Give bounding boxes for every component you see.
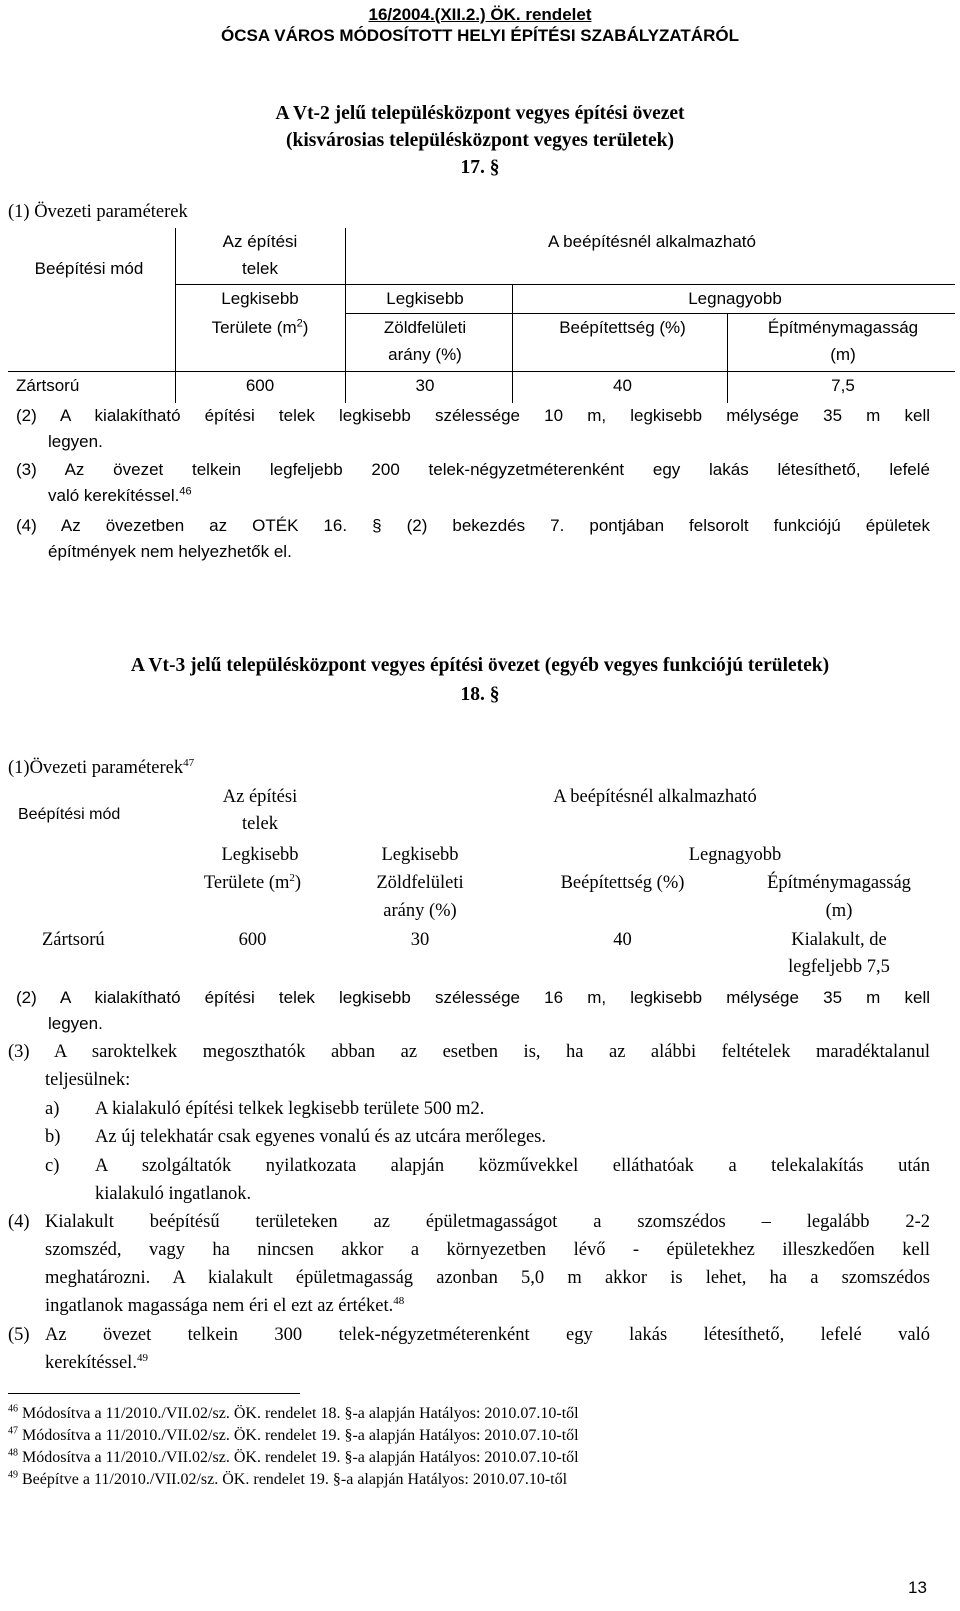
- s17-col-plot-2: telek: [242, 259, 278, 278]
- s18-green-header-1: Zöldfelületi: [376, 873, 464, 893]
- s17-para4-line2: építmények nem helyezhetők el.: [48, 542, 292, 561]
- list-item-continued: kialakuló ingatlanok.: [95, 1184, 252, 1204]
- s18-para4-line2: szomszéd, vagy ha nincsen akkor a környezetben lévő - épületekhez illeszkedően kell: [45, 1240, 930, 1260]
- s18-area-header: Területe $(m^2)$: [203, 871, 302, 893]
- s17-para3-line1: (3) Az övezet telkein legfeljebb 200 telek-négyzetméterenként egy lakás létesíthető, lefelé: [16, 460, 930, 479]
- footnote: $^{49}$ Beépítve a 11/2010./VII.02/sz. ÖK. rendelet 19. §-a alapján Hatályos: 2010.07.10-től: [8, 1469, 568, 1488]
- s17-min-green: Legkisebb: [386, 289, 464, 308]
- s18-row-height-2: legfeljebb 7,5: [788, 957, 890, 977]
- s18-para4-label: (4): [8, 1212, 30, 1232]
- header-regulation-number: 16/2004.(XII.2.) ÖK. rendelet: [368, 5, 592, 24]
- s17-col-applied: A beépítésnél alkalmazható: [548, 232, 756, 251]
- s17-col-plot-1: Az építési: [222, 232, 298, 251]
- list-item: A kialakuló építési telkek legkisebb területe 500 m2.: [95, 1099, 485, 1119]
- s18-para1-label: (1)Övezeti paraméterek$^{47}$: [8, 756, 195, 778]
- s18-col-plot-1: Az építési: [222, 787, 298, 807]
- footnote-ref-47[interactable]: 47: [183, 756, 195, 769]
- section-17-subtitle: (kisvárosias településközpont vegyes területek): [286, 130, 674, 151]
- s17-built-header: Beépítettség (%): [559, 318, 686, 337]
- s18-row-green: 30: [410, 930, 430, 950]
- s17-height-header-1: Építménymagasság: [767, 318, 919, 337]
- s18-para2-line2: legyen.: [48, 1014, 103, 1033]
- footnote: $^{48}$ Módosítva a 11/2010./VII.02/sz. ÖK. rendelet 19. §-a alapján Hatályos: 2010.07.10-től: [8, 1447, 579, 1466]
- footnote: $^{47}$ Módosítva a 11/2010./VII.02/sz. ÖK. rendelet 19. §-a alapján Hatályos: 2010.07.10-től: [8, 1425, 579, 1444]
- s17-min-area: Legkisebb: [221, 289, 299, 308]
- list-item-label: b): [45, 1127, 61, 1147]
- s18-max: Legnagyobb: [688, 845, 782, 865]
- s18-height-header-2: (m): [825, 901, 853, 921]
- s18-para5-label: (5): [8, 1325, 30, 1345]
- list-item: Az új telekhatár csak egyenes vonalú és az utcára merőleges.: [95, 1127, 546, 1147]
- s18-para4-line3: meghatározni. A kialakult épületmagasság azonban 5,0 m akkor is lehet, ha a szomszédos: [45, 1268, 930, 1288]
- s17-para4-line1: (4) Az övezetben az OTÉK 16. § (2) bekezdés 7. pontjában felsorolt funkciójú épületek: [16, 516, 930, 535]
- section-17-number: 17. §: [460, 157, 500, 178]
- list-item-label: c): [45, 1156, 60, 1176]
- section-18-number: 18. §: [460, 684, 500, 705]
- s17-row-height: 7,5: [831, 376, 855, 395]
- section-18-title: A Vt-3 jelű településközpont vegyes építési övezet (egyéb vegyes funkciójú területek): [130, 655, 830, 676]
- list-item: A szolgáltatók nyilatkozata alapján közművekkel elláthatóak a telekalakítás után: [95, 1156, 930, 1176]
- footnote-ref-48[interactable]: 48: [393, 1294, 405, 1307]
- s18-built-header: Beépítettség (%): [560, 873, 685, 893]
- s17-row-built: 40: [613, 376, 632, 395]
- footnote-separator: [8, 1393, 300, 1394]
- s18-para4-line4: ingatlanok magassága nem éri el ezt az értéket.$^{48}$: [45, 1294, 405, 1316]
- s17-green-header-2: arány (%): [388, 345, 462, 364]
- s17-max: Legnagyobb: [688, 289, 782, 308]
- s18-row-mode: Zártsorú: [42, 930, 105, 950]
- list-item-label: a): [45, 1099, 60, 1119]
- footnote-ref-46[interactable]: 46: [179, 485, 192, 498]
- footnote-ref-49[interactable]: 49: [136, 1351, 148, 1364]
- s18-row-height-1: Kialakult, de: [791, 930, 887, 950]
- s18-para3-line1: (3) A saroktelkek megoszthatók abban az esetben is, ha az alábbi feltételek maradéktalanul: [8, 1042, 930, 1062]
- s18-para5-line1: Az övezet telkein 300 telek-négyzetméterenként egy lakás létesíthető, lefelé való: [45, 1325, 930, 1345]
- footnote: $^{46}$ Módosítva a 11/2010./VII.02/sz. ÖK. rendelet 18. §-a alapján Hatályos: 2010.07.10-től: [8, 1403, 579, 1422]
- s18-height-header-1: Építménymagasság: [767, 873, 911, 893]
- header-document-title: ÓCSA VÁROS MÓDOSÍTOTT HELYI ÉPÍTÉSI SZABÁLYZATÁRÓL: [221, 26, 739, 45]
- s17-green-header-1: Zöldfelületi: [383, 318, 467, 337]
- s18-min-green: Legkisebb: [381, 845, 459, 865]
- s18-min-area: Legkisebb: [221, 845, 299, 865]
- s17-para3-line2: való kerekítéssel.$^{46}$: [48, 485, 192, 505]
- s18-para2-line1: (2) A kialakítható építési telek legkisebb szélessége 16 m, legkisebb mélysége 35 m kell: [16, 988, 930, 1007]
- s18-para3-line2: teljesülnek:: [45, 1070, 131, 1090]
- s17-row-mode: Zártsorú: [16, 376, 80, 395]
- s18-row-area: 600: [238, 930, 267, 950]
- s17-area-header: Területe $(m^2)$: [211, 317, 309, 337]
- s18-green-header-2: arány (%): [383, 901, 457, 921]
- s17-para2-line2: legyen.: [48, 432, 103, 451]
- s18-para4-line1: Kialakult beépítésű területeken az épületmagasságot a szomszédos – legalább 2-2: [45, 1212, 930, 1232]
- page-number: 13: [908, 1578, 927, 1597]
- s17-row-green: 30: [415, 376, 435, 395]
- s17-row-area: 600: [245, 376, 275, 395]
- section-17-title: A Vt-2 jelű településközpont vegyes építési övezet: [275, 103, 685, 124]
- s17-para2-line1: (2) A kialakítható építési telek legkisebb szélessége 10 m, legkisebb mélysége 35 m kell: [16, 406, 930, 425]
- s17-height-header-2: (m): [830, 345, 856, 364]
- s17-col-mode: Beépítési mód: [34, 259, 144, 278]
- s17-para1-label: (1) Övezeti paraméterek: [8, 202, 188, 222]
- s18-col-mode: Beépítési mód: [18, 806, 121, 823]
- s18-col-plot-2: telek: [242, 814, 278, 834]
- s18-col-applied: A beépítésnél alkalmazható: [553, 787, 757, 807]
- s18-para5-line2: kerekítéssel.$^{49}$: [45, 1351, 148, 1373]
- s18-row-built: 40: [613, 930, 632, 950]
